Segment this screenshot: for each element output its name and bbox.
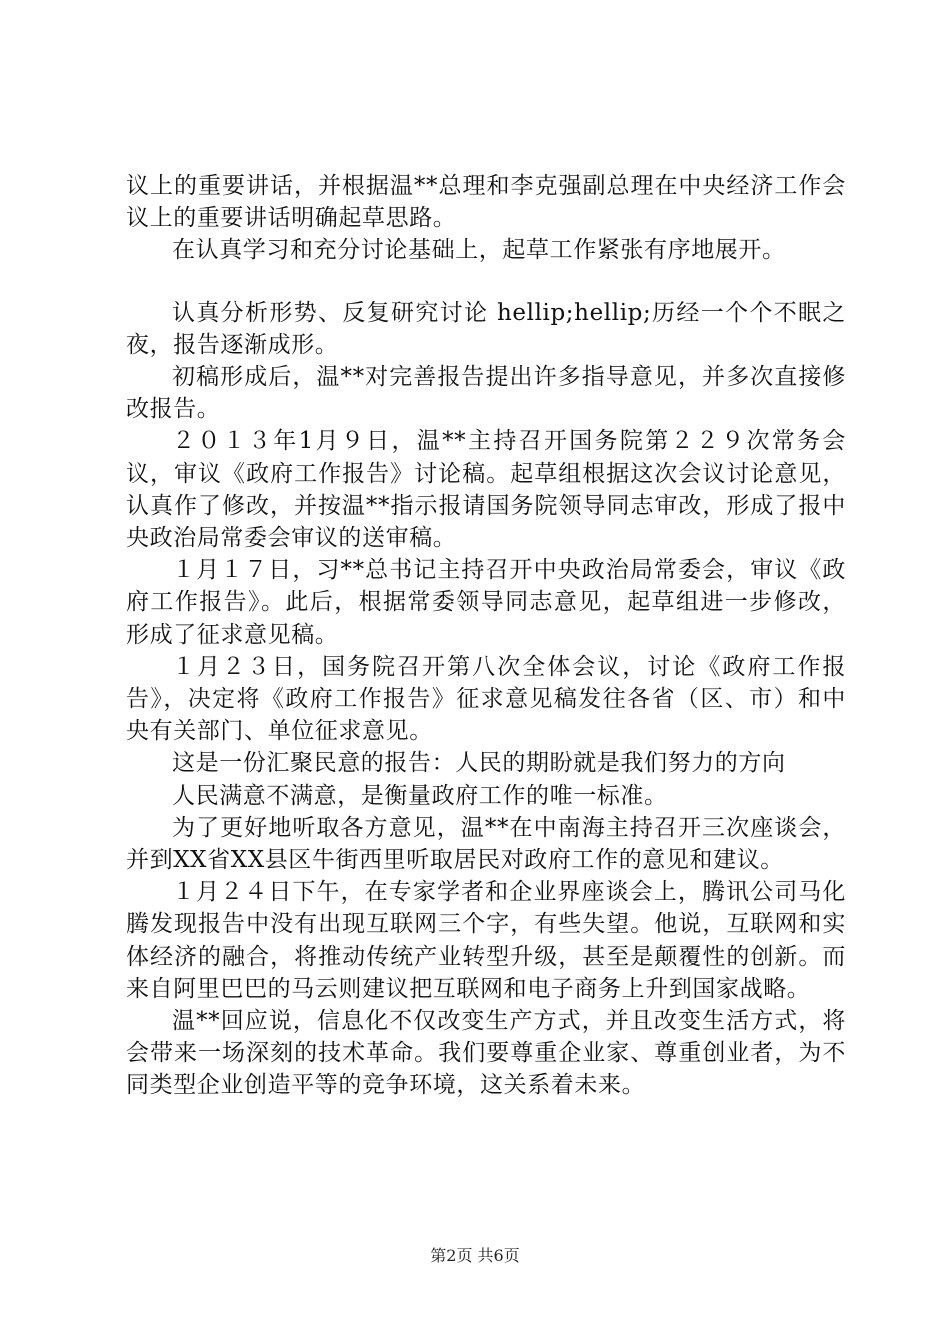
paragraph-9: 人民满意不满意，是衡量政府工作的唯一标准。	[172, 782, 668, 809]
paragraph-2: 在认真学习和充分讨论基础上，起草工作紧张有序地展开。	[172, 237, 786, 264]
paragraph-10: 为了更好地听取各方意见，温**在中南海主持召开三次座谈会，并到XX省XX县区牛街西里听取居民对政府工作的意见和建议。	[126, 814, 846, 874]
paragraph-1: 议上的重要讲话，并根据温**总理和李克强副总理在中央经济工作会议上的重要讲话明确起草思路。	[126, 173, 846, 232]
paragraph-7: １月２３日，国务院召开第八次全体会议，讨论《政府工作报告》，决定将《政府工作报告》征求意见稿发往各省（区、市）和中央有关部门、单位征求意见。	[126, 653, 846, 745]
document-body	[126, 170, 846, 1102]
paragraph-gap	[126, 267, 846, 297]
paragraph-12: 温**回应说，信息化不仅改变生产方式，并且改变生活方式，将会带来一场深刻的技术革命。我们要尊重企业家、尊重创业者，为不同类型企业创造平等的竞争环境，这关系着未来。	[126, 1008, 846, 1099]
page-number-footer: 第2页 共6页	[430, 1246, 520, 1265]
paragraph-6: １月１７日，习**总书记主持召开中央政治局常委会，审议《政府工作报告》。此后，根据常委领导同志意见，起草组进一步修改，形成了征求意见稿。	[126, 557, 846, 648]
paragraph-5: ２０１３年1月９日，温**主持召开国务院第２２９次常务会议，审议《政府工作报告》讨论稿。起草组根据这次会议讨论意见，认真作了修改，并按温**指示报请国务院领导同志审改，形成了报中央政治局常委会审议的送审稿。	[126, 428, 846, 552]
paragraph-4: 初稿形成后，温**对完善报告提出许多指导意见，并多次直接修改报告。	[126, 364, 846, 423]
paragraph-11: １月２４日下午，在专家学者和企业界座谈会上，腾讯公司马化腾发现报告中没有出现互联网三个字，有些失望。他说，互联网和实体经济的融合，将推动传统产业转型升级，甚至是颠覆性的创新。而来自阿里巴巴的马云则建议把互联网和电子商务上升到国家战略。	[126, 879, 846, 1002]
paragraph-8: 这是一份汇聚民意的报告：人民的期盼就是我们努力的方向	[172, 750, 786, 777]
paragraph-3: 认真分析形势、反复研究讨论 hellip;hellip;历经一个个不眠之夜，报告逐渐成形。	[126, 299, 846, 358]
